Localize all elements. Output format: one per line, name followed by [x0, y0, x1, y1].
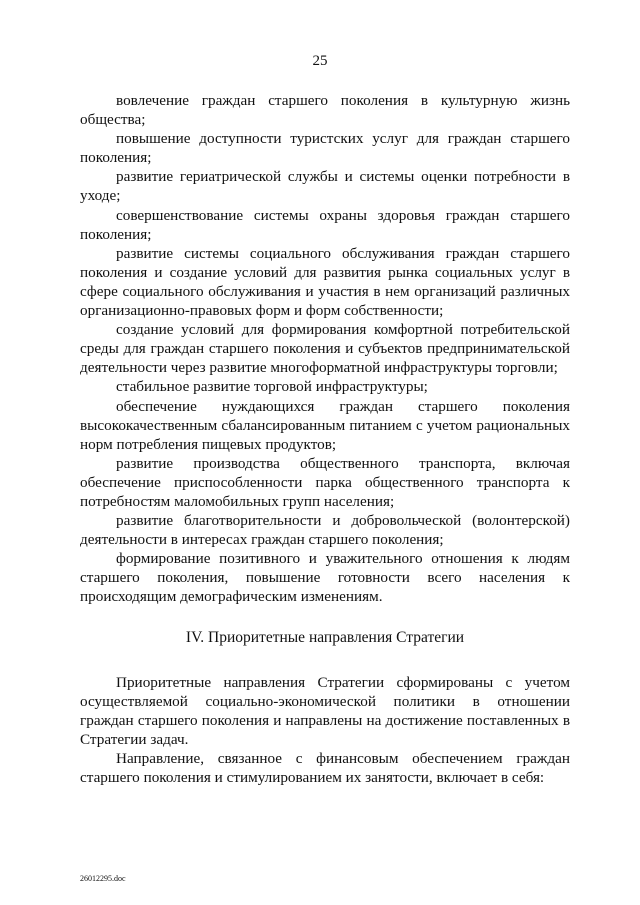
list-item: развитие системы социального обслуживания граждан старшего поколения и создание условий для развития рынка социальных услуг в сфере социального обслуживания и участия в нем организаций различных организационно-правовых форм и форм собственности; [80, 244, 570, 320]
page-number: 25 [312, 53, 328, 69]
section-title: IV. Приоритетные направления Стратегии [185, 628, 465, 646]
list-item: совершенствование системы охраны здоровья граждан старшего поколения; [80, 206, 570, 243]
list-item: развитие благотворительности и добровольческой (волонтерской) деятельности в интересах граждан старшего поколения; [80, 512, 570, 549]
list-item: повышение доступности туристских услуг для граждан старшего поколения; [80, 130, 570, 167]
list-item: формирование позитивного и уважительного отношения к людям старшего поколения, повышение готовности всего населения к происходящим демографическим изменениям. [80, 550, 570, 606]
document-filename: 26012295.doc [80, 874, 126, 883]
section-paragraph: Направление, связанное с финансовым обеспечением граждан старшего поколения и стимулированием их занятости, включает в себя: [80, 750, 570, 787]
list-item: обеспечение нуждающихся граждан старшего поколения высококачественным сбалансированным питанием с учетом рациональных норм потребления пищевых продуктов; [80, 397, 570, 453]
list-item: создание условий для формирования комфортной потребительской среды для граждан старшего поколения и субъектов предпринимательской деятельности через развитие многоформатной инфраструктуры торговли; [80, 321, 570, 377]
section-paragraph: Приоритетные направления Стратегии сформированы с учетом осуществляемой социально-экономической политики в отношении граждан старшего поколения и направлены на достижение поставленных в Стратегии задач. [80, 673, 570, 748]
list-item: развитие гериатрической службы и системы оценки потребности в уходе; [80, 168, 570, 205]
list-item: вовлечение граждан старшего поколения в культурную жизнь общества; [80, 92, 570, 129]
list-item: стабильное развитие торговой инфраструктуры; [116, 378, 428, 396]
list-item: развитие производства общественного транспорта, включая обеспечение приспособленности парка общественного транспорта к потребностям маломобильных групп населения; [80, 454, 570, 510]
document-body [80, 91, 570, 787]
